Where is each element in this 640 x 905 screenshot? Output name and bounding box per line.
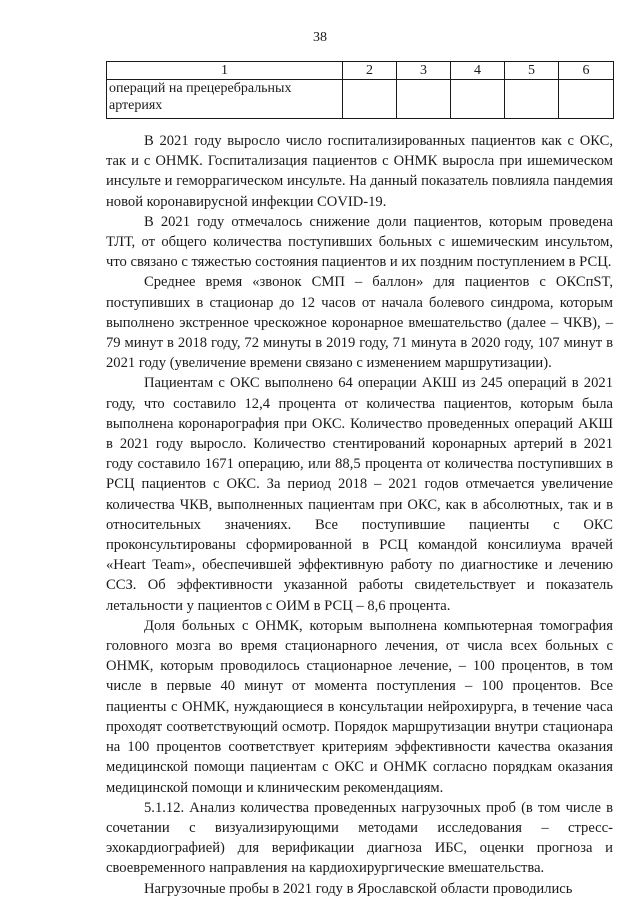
table-fragment [106, 61, 614, 119]
table-header-cell: 4 [451, 62, 505, 80]
table-cell [451, 80, 505, 119]
paragraph: Нагрузочные пробы в 2021 году в Ярославской области проводились [144, 880, 573, 897]
table-cell-label: операций на прецеребральных артериях [107, 80, 343, 119]
section-heading-paragraph: 5.1.12. Анализ количества проведенных нагрузочных проб (в том числе в сочетании с визуализирующими методами исследования – стресс-эхокардиографией) для верификации диагноза ИБС, оценки прогноза и своевременного направления на кардиохирургические вмешательства. [106, 799, 613, 877]
page-number: 38 [313, 30, 327, 45]
table-cell [559, 80, 614, 119]
table-header-row [107, 62, 614, 80]
paragraph: Пациентам с ОКС выполнено 64 операции АКШ из 245 операций в 2021 году, что составило 12,4 процента от количества пациентов, которым была выполнена коронарография при ОКС. Количество проведенных операций АКШ в 2021 году выросло. Количество стентирований коронарных артерий в 2021 году составило 1671 операцию, или 88,5 процента от количества поступивших в РСЦ пациентов с ОКС. За период 2018 – 2021 годов отмечается увеличение количества ЧКВ, выполненных пациентам при ОКС, как в абсолютных, так и в относительных значениях. Все поступившие пациенты с ОКС проконсультированы сформированной в РСЦ командой консилиума врачей «Heart Team», обеспечившей эффективную работу по диагностике и лечению ССЗ. Об эффективности указанной работы свидетельствует и показатель летальности у пациентов с ОИМ в РСЦ – 8,6 процента. [106, 375, 613, 614]
table-header-cell: 3 [397, 62, 451, 80]
paragraph: В 2021 году отмечалось снижение доли пациентов, которым проведена ТЛТ, от общего количества поступивших больных с ишемическим инсультом, что связано с тяжестью состояния пациентов и их поздним поступлением в РСЦ. [106, 213, 613, 271]
table-cell [343, 80, 397, 119]
table-header-cell: 2 [343, 62, 397, 80]
table-row [107, 80, 614, 119]
table-header-cell: 6 [559, 62, 614, 80]
paragraph: Доля больных с ОНМК, которым выполнена компьютерная томография головного мозга во время стационарного лечения, от числа всех больных с ОНМК, которым проводилось стационарное лечение, – 100 процентов, в том числе в первые 40 минут от момента поступления – 100 процентов. Все пациенты с ОНМК, нуждающиеся в консультации нейрохирурга, в течение часа проходят соответствующий осмотр. Порядок маршрутизации внутри стационара на 100 процентов соответствует критериям эффективности качества оказания медицинской помощи пациентам с ОКС и ОНМК согласно порядкам оказания медицинской помощи и клиническим рекомендациям. [106, 617, 613, 796]
table-cell [397, 80, 451, 119]
table-cell [505, 80, 559, 119]
paragraph: В 2021 году выросло число госпитализированных пациентов как с ОКС, так и с ОНМК. Госпитализация пациентов с ОНМК выросла при ишемическом инсульте и геморрагическом инсульте. На данный показатель повлияла пандемия новой коронавирусной инфекции COVID-19. [106, 133, 613, 210]
body-text [106, 131, 613, 899]
table-header-cell: 5 [505, 62, 559, 80]
paragraph: Среднее время «звонок СМП – баллон» для пациентов с ОКСпST, поступивших в стационар до 12 часов от начала болевого синдрома, которым выполнено экстренное чрескожное коронарное вмешательство (далее – ЧКВ), – 79 минут в 2018 году, 72 минуты в 2019 году, 71 минута в 2020 году, 107 минут в 2021 году (увеличение времени связано с изменением маршрутизации). [106, 274, 613, 372]
table-header-cell: 1 [107, 62, 343, 80]
